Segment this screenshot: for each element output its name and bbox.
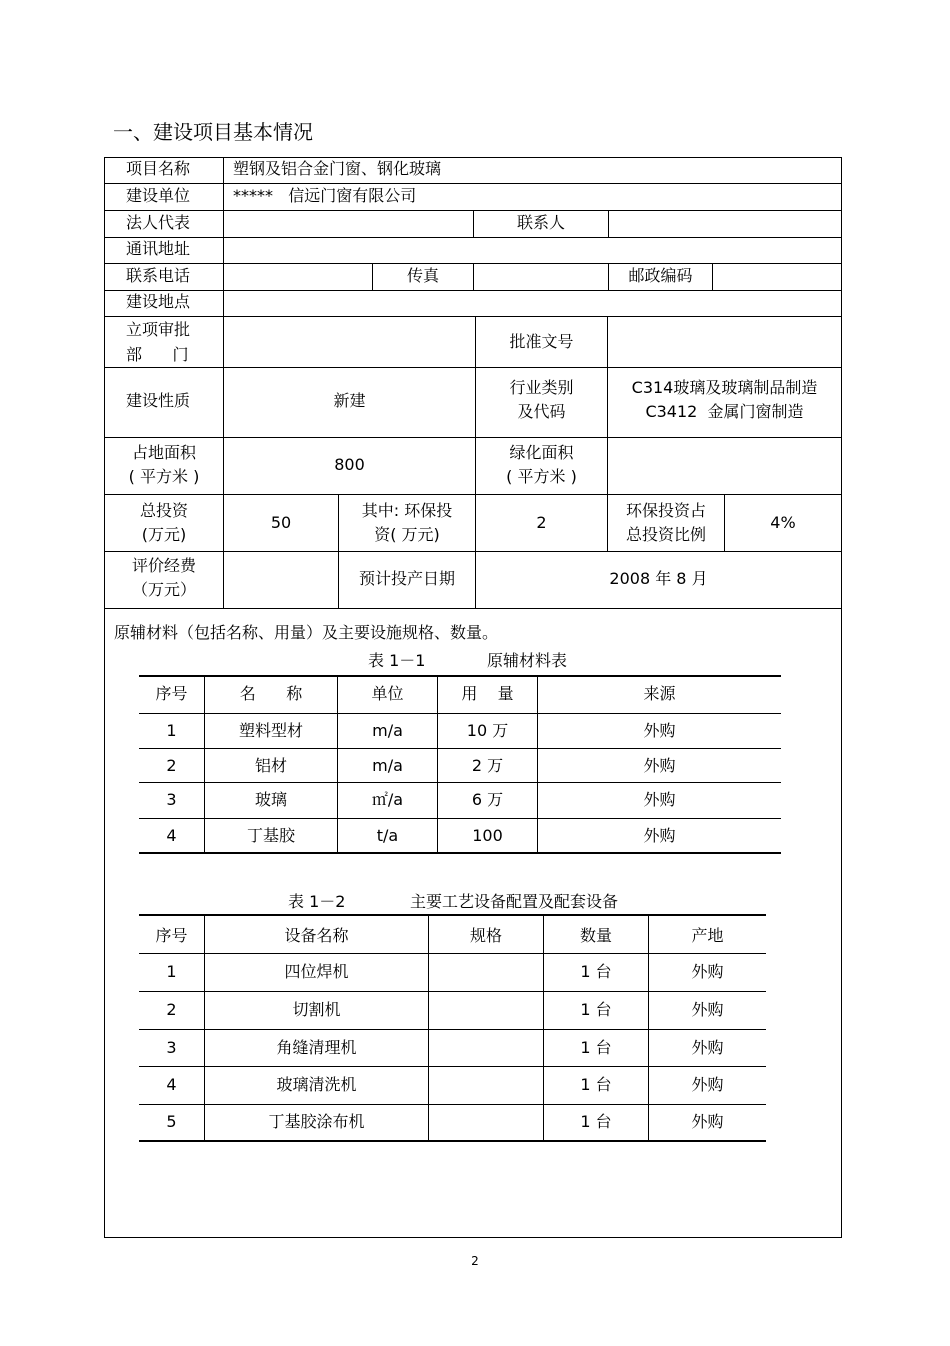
industry-label-2: 及代码	[517, 402, 566, 421]
table-cell: 1 台	[580, 1038, 612, 1057]
start-date-value: 2008 年 8 月	[609, 569, 708, 588]
builder-label: 建设单位	[126, 186, 191, 205]
eval-fee-label: 评价经费	[131, 556, 196, 575]
approval-dept-label: 立项审批	[126, 320, 191, 339]
table-cell: 1 台	[580, 1112, 612, 1131]
table-cell: 1	[166, 962, 177, 981]
table2-header: 序号	[155, 926, 188, 945]
table-cell: 切割机	[292, 1000, 341, 1019]
table2-caption: 主要工艺设备配置及配套设备	[410, 892, 619, 911]
table1-header: 单位	[371, 684, 404, 703]
project-name-value: 塑钢及铝合金门窗、钢化玻璃	[233, 159, 442, 178]
table2-header: 数量	[579, 926, 612, 945]
industry-value-2: C3412 金属门窗制造	[645, 402, 804, 421]
env-ratio-label-2: 总投资比例	[625, 525, 706, 544]
legal-rep-label: 法人代表	[126, 213, 191, 232]
green-label-2: ( 平方米 )	[506, 467, 577, 486]
builder-value: ***** 信远门窗有限公司	[233, 186, 417, 205]
table1-header: 来源	[643, 684, 676, 703]
table-cell: 4	[166, 826, 177, 845]
table1-caption: 原辅材料表	[487, 651, 568, 670]
table2-caption-no: 表 1－2	[288, 892, 346, 911]
address-label: 通讯地址	[126, 239, 191, 258]
nature-value: 新建	[333, 391, 366, 410]
table-cell: 外购	[643, 756, 676, 775]
table-cell: 塑料型材	[238, 721, 303, 740]
table1-header: 用 量	[461, 684, 514, 703]
fax-label: 传真	[406, 266, 439, 285]
table-cell: 3	[166, 790, 177, 809]
table-cell: t/a	[376, 826, 399, 845]
table2-header: 规格	[469, 926, 502, 945]
table-cell: 100	[472, 826, 503, 845]
table-cell: 1 台	[580, 1075, 612, 1094]
area-value: 800	[334, 455, 365, 474]
table1-caption-no: 表 1－1	[368, 651, 426, 670]
approval-no-label: 批准文号	[509, 332, 574, 351]
site-label: 建设地点	[126, 292, 191, 311]
materials-intro: 原辅材料（包括名称、用量）及主要设施规格、数量。	[114, 623, 499, 642]
table-cell: ㎡/a	[371, 790, 404, 809]
table2-header: 产地	[691, 926, 724, 945]
nature-label: 建设性质	[126, 391, 191, 410]
table-cell: 2	[166, 756, 177, 775]
invest-value: 50	[270, 513, 292, 532]
table-cell: 外购	[691, 1075, 724, 1094]
table-cell: 1	[166, 721, 177, 740]
table-cell: 6 万	[471, 790, 504, 809]
env-ratio-label: 环保投资占	[625, 501, 706, 520]
table-cell: 玻璃清洗机	[276, 1075, 357, 1094]
table1-header: 名 称	[239, 684, 303, 703]
table-cell: 外购	[691, 1000, 724, 1019]
env-invest-label-2: 资( 万元)	[374, 525, 440, 544]
table-cell: 10 万	[466, 721, 509, 740]
table-cell: 外购	[691, 1112, 724, 1131]
table-cell: 丁基胶	[246, 826, 295, 845]
table-cell: 2	[166, 1000, 177, 1019]
section-title: 一、建设项目基本情况	[113, 120, 313, 144]
table-cell: 外购	[643, 826, 676, 845]
page-number: 2	[471, 1254, 479, 1268]
approval-dept-label-2: 部 门	[126, 345, 189, 364]
table-cell: m/a	[372, 756, 403, 775]
eval-fee-label-2: （万元）	[131, 580, 196, 599]
table-cell: 3	[166, 1038, 177, 1057]
table-cell: 丁基胶涂布机	[268, 1112, 365, 1131]
table-cell: 2 万	[471, 756, 504, 775]
contact-label: 联系人	[516, 213, 565, 232]
table-cell: m/a	[372, 721, 403, 740]
postcode-label: 邮政编码	[628, 266, 693, 285]
industry-value: C314玻璃及玻璃制品制造	[631, 378, 818, 397]
table-cell: 外购	[691, 1038, 724, 1057]
table1-header: 序号	[155, 684, 188, 703]
table-cell: 1 台	[580, 1000, 612, 1019]
env-ratio-value: 4%	[770, 513, 796, 532]
green-label: 绿化面积	[509, 443, 574, 462]
area-label: 占地面积	[131, 443, 196, 462]
table-cell: 5	[166, 1112, 177, 1131]
area-label-2: ( 平方米 )	[128, 467, 200, 486]
project-name-label: 项目名称	[126, 159, 191, 178]
phone-label: 联系电话	[126, 266, 191, 285]
table-cell: 四位焊机	[284, 962, 349, 981]
table-cell: 4	[166, 1075, 177, 1094]
env-invest-value: 2	[536, 513, 547, 532]
table-cell: 玻璃	[254, 790, 287, 809]
env-invest-label: 其中: 环保投	[361, 501, 453, 520]
table-cell: 1 台	[580, 962, 612, 981]
table-cell: 外购	[691, 962, 724, 981]
table2-header: 设备名称	[284, 926, 349, 945]
invest-label-2: (万元)	[141, 525, 187, 544]
table-cell: 外购	[643, 721, 676, 740]
start-date-label: 预计投产日期	[358, 569, 455, 588]
invest-label: 总投资	[139, 501, 188, 520]
industry-label: 行业类别	[509, 378, 574, 397]
table-cell: 铝材	[254, 756, 287, 775]
table-cell: 角缝清理机	[276, 1038, 357, 1057]
table-cell: 外购	[643, 790, 676, 809]
